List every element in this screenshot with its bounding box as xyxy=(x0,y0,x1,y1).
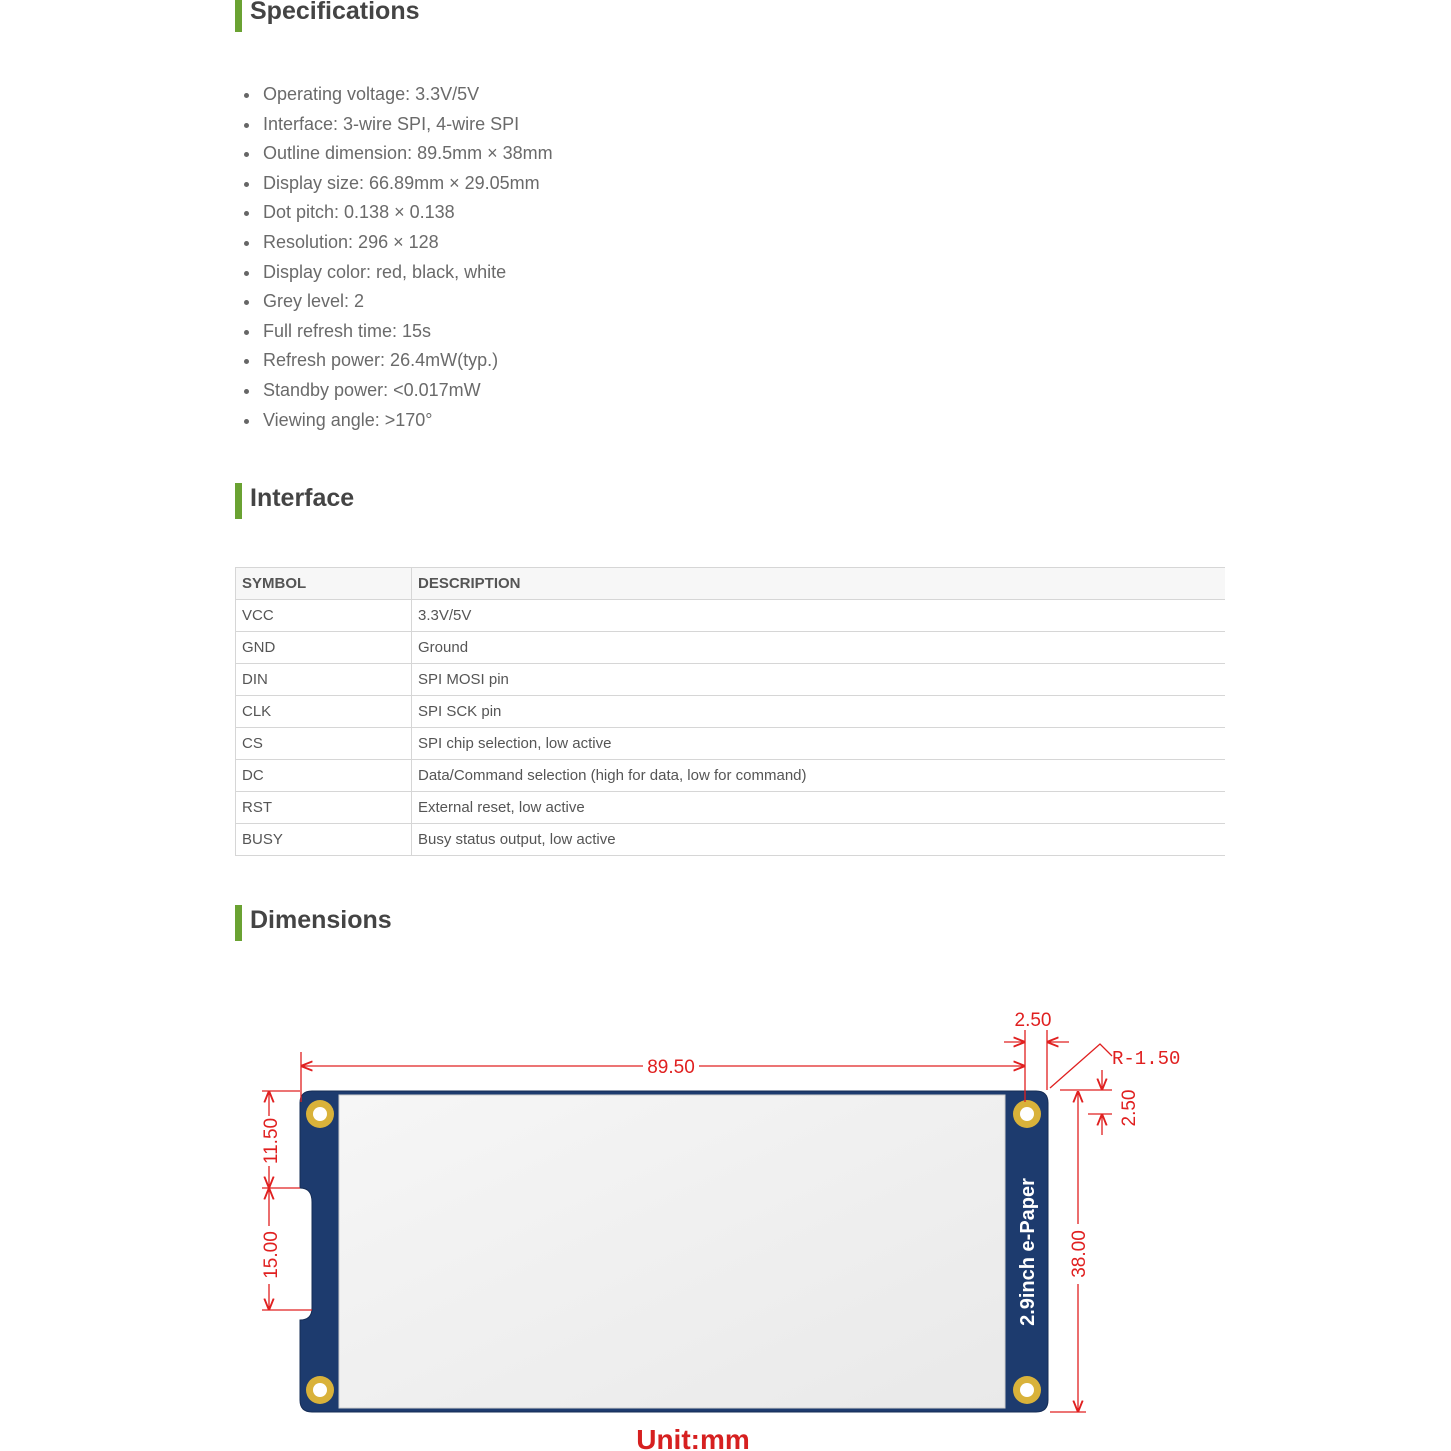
pin-symbol-cell: GND xyxy=(236,632,412,664)
pin-description-cell: Busy status output, low active xyxy=(412,824,1226,856)
pin-description-cell: SPI chip selection, low active xyxy=(412,728,1226,760)
spec-item: Grey level: 2 xyxy=(244,287,553,317)
radius-label: R-1.50 xyxy=(1112,1048,1181,1070)
table-row xyxy=(236,600,1226,632)
dimensions-heading: Dimensions xyxy=(235,905,392,941)
spec-item: Display color: red, black, white xyxy=(244,258,553,288)
spec-item: Resolution: 296 × 128 xyxy=(244,228,553,258)
spec-item: Standby power: <0.017mW xyxy=(244,376,553,406)
pin-description-cell: Ground xyxy=(412,632,1226,664)
pin-description-cell: SPI SCK pin xyxy=(412,696,1226,728)
table-row xyxy=(236,760,1226,792)
pin-symbol-cell: RST xyxy=(236,792,412,824)
pin-symbol-cell: CS xyxy=(236,728,412,760)
pin-symbol-cell: BUSY xyxy=(236,824,412,856)
unit-label: Unit:mm xyxy=(636,1424,750,1451)
pin-symbol-cell: DIN xyxy=(236,664,412,696)
mounting-hole-icon xyxy=(306,1376,334,1404)
epaper-panel xyxy=(339,1095,1005,1408)
table-row xyxy=(236,792,1226,824)
spec-item: Full refresh time: 15s xyxy=(244,317,553,347)
pin-interface-table xyxy=(235,567,1225,856)
pin-symbol-cell: CLK xyxy=(236,696,412,728)
mounting-hole-icon xyxy=(306,1100,334,1128)
table-header-row xyxy=(236,568,1226,600)
pin-symbol-cell: VCC xyxy=(236,600,412,632)
pin-description-cell: SPI MOSI pin xyxy=(412,664,1226,696)
spec-item: Interface: 3-wire SPI, 4-wire SPI xyxy=(244,110,553,140)
symbol-column-header: SYMBOL xyxy=(236,568,412,600)
description-column-header: DESCRIPTION xyxy=(412,568,1226,600)
width-label: 89.50 xyxy=(647,1057,695,1078)
table-row xyxy=(236,696,1226,728)
height-label: 38.00 xyxy=(1069,1230,1090,1278)
table-row xyxy=(236,824,1226,856)
mounting-hole-icon xyxy=(1013,1376,1041,1404)
dimension-drawing xyxy=(0,990,1451,1451)
pin-description-cell: 3.3V/5V xyxy=(412,600,1226,632)
spec-item: Outline dimension: 89.5mm × 38mm xyxy=(244,139,553,169)
spec-item: Operating voltage: 3.3V/5V xyxy=(244,80,553,110)
board-label: 2.9inch e-Paper xyxy=(1017,1178,1039,1326)
interface-heading: Interface xyxy=(235,483,354,519)
pin-description-cell: External reset, low active xyxy=(412,792,1226,824)
spec-item: Dot pitch: 0.138 × 0.138 xyxy=(244,198,553,228)
spec-item: Viewing angle: >170° xyxy=(244,406,553,436)
hole-offset-label: 2.50 xyxy=(1014,1010,1052,1031)
table-row xyxy=(236,632,1226,664)
specifications-list xyxy=(244,80,553,435)
notch-label: 15.00 xyxy=(261,1231,282,1279)
pin-symbol-cell: DC xyxy=(236,760,412,792)
spec-item: Refresh power: 26.4mW(typ.) xyxy=(244,346,553,376)
pin-description-cell: Data/Command selection (high for data, low for command) xyxy=(412,760,1226,792)
table-row xyxy=(236,664,1226,696)
spec-item: Display size: 66.89mm × 29.05mm xyxy=(244,169,553,199)
specifications-heading: Specifications xyxy=(235,0,420,32)
top-segment-label: 11.50 xyxy=(261,1117,282,1165)
table-row xyxy=(236,728,1226,760)
mounting-hole-icon xyxy=(1013,1100,1041,1128)
vertical-hole-offset-label: 2.50 xyxy=(1119,1089,1140,1127)
